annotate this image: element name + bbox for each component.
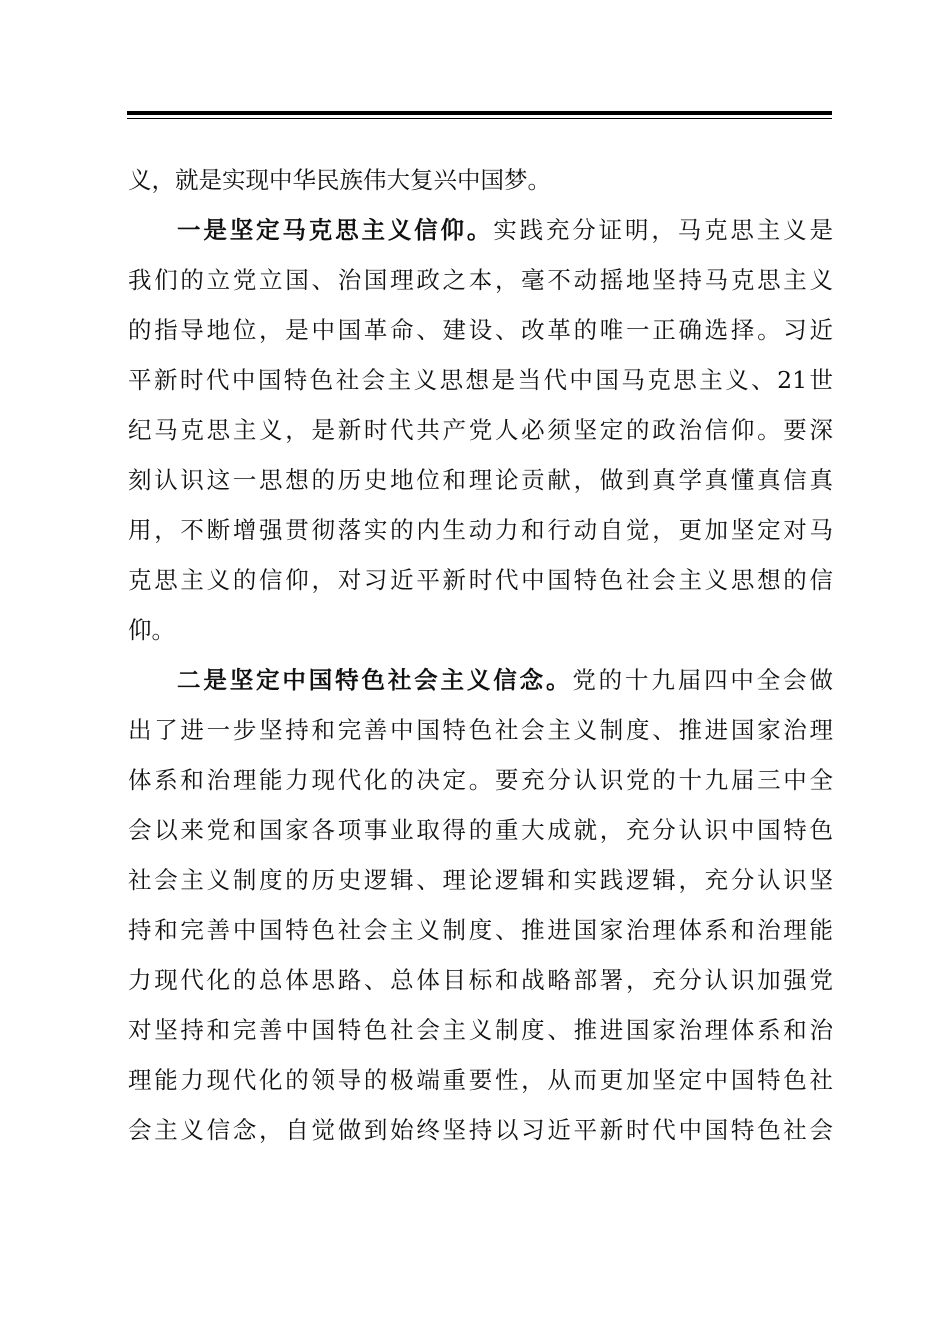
paragraph-text: 的指导地位，是中国革命、建设、改革的唯一正确选择。习近 [128, 316, 833, 344]
paragraph-heading: 一是坚定马克思主义信仰。 [177, 216, 494, 244]
paragraph-text: 仰。 [128, 616, 175, 644]
document-line [128, 755, 833, 805]
document-line [128, 355, 833, 405]
document-line [128, 505, 833, 555]
paragraph-text: 力现代化的总体思路、总体目标和战略部署，充分认识加强党 [128, 966, 833, 994]
document-line [128, 1005, 833, 1055]
paragraph-text: 社会主义制度的历史逻辑、理论逻辑和实践逻辑，充分认识坚 [128, 866, 833, 894]
document-line [128, 555, 833, 605]
document-line [128, 955, 833, 1005]
document-line [128, 1105, 833, 1155]
paragraph-text: 对坚持和完善中国特色社会主义制度、推进国家治理体系和治 [128, 1016, 833, 1044]
paragraph-text: 党的十九届四中全会做 [572, 666, 833, 694]
document-line [128, 155, 833, 205]
paragraph-text: 用，不断增强贯彻落实的内生动力和行动自觉，更加坚定对马 [128, 516, 833, 544]
paragraph-text: 克思主义的信仰，对习近平新时代中国特色社会主义思想的信 [128, 566, 833, 594]
document-line [128, 405, 833, 455]
document-line [128, 655, 833, 705]
document-line [128, 205, 833, 255]
header-rule-thick [127, 111, 832, 115]
document-line [128, 605, 833, 655]
paragraph-text: 理能力现代化的领导的极端重要性，从而更加坚定中国特色社 [128, 1066, 833, 1094]
paragraph-text: 我们的立党立国、治国理政之本，毫不动摇地坚持马克思主义 [128, 266, 833, 294]
paragraph-text: 体系和治理能力现代化的决定。要充分认识党的十九届三中全 [128, 766, 833, 794]
document-line [128, 455, 833, 505]
paragraph-text: 会主义信念，自觉做到始终坚持以习近平新时代中国特色社会 [128, 1116, 833, 1144]
paragraph-heading: 二是坚定中国特色社会主义信念。 [177, 666, 573, 694]
paragraph-text: 义，就是实现中华民族伟大复兴中国梦。 [128, 166, 551, 194]
paragraph-text: 实践充分证明，马克思主义是 [493, 216, 833, 244]
paragraph-text: 纪马克思主义，是新时代共产党人必须坚定的政治信仰。要深 [128, 416, 833, 444]
document-line [128, 905, 833, 955]
document-line [128, 805, 833, 855]
paragraph-text: 刻认识这一思想的历史地位和理论贡献，做到真学真懂真信真 [128, 466, 833, 494]
paragraph-text: 出了进一步坚持和完善中国特色社会主义制度、推进国家治理 [128, 716, 833, 744]
document-line [128, 1055, 833, 1105]
document-line [128, 705, 833, 755]
paragraph-text: 持和完善中国特色社会主义制度、推进国家治理体系和治理能 [128, 916, 833, 944]
paragraph-text: 平新时代中国特色社会主义思想是当代中国马克思主义、21世 [128, 366, 833, 394]
document-line [128, 855, 833, 905]
paragraph-text: 会以来党和国家各项事业取得的重大成就，充分认识中国特色 [128, 816, 833, 844]
header-rule-thin [127, 118, 832, 119]
document-line [128, 255, 833, 305]
document-line [128, 305, 833, 355]
